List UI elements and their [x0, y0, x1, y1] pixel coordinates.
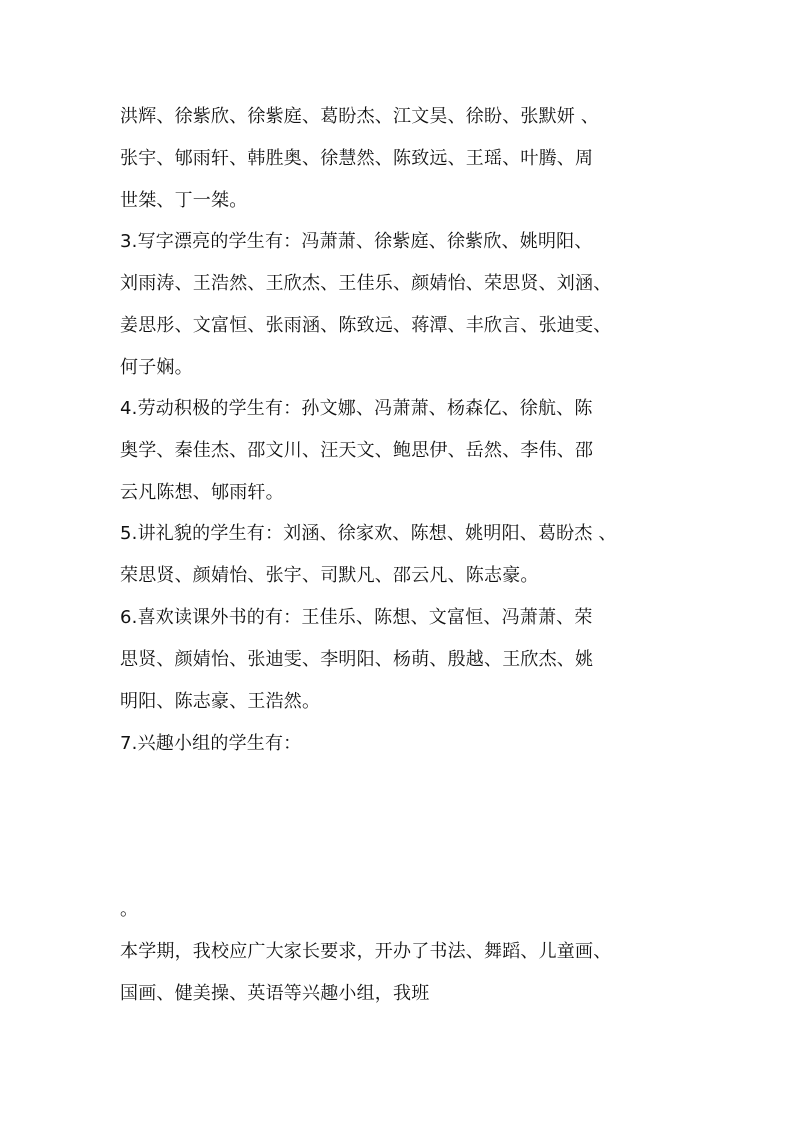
text-line: 荣思贤、颜婧怡、张宇、司默凡、邵云凡、陈志豪。: [120, 565, 539, 586]
text-line: 何子娴。: [120, 357, 193, 378]
text-line: 姜思彤、文富恒、张雨涵、陈致远、蒋潭、丰欣言、张迪雯、: [120, 315, 612, 336]
section-7-heading: 7.兴趣小组的学生有：: [120, 733, 302, 754]
text-line: 国画、健美操、英语等兴趣小组，我班: [120, 983, 430, 1004]
text-line: 思贤、颜婧怡、张迪雯、李明阳、杨萌、殷越、王欣杰、姚: [120, 649, 594, 670]
text-line: 张宇、郇雨轩、韩胜奥、徐慧然、陈致远、王瑶、叶腾、周: [120, 148, 594, 169]
section-4-heading: 4.劳动积极的学生有：孙文娜、冯萧萧、杨森亿、徐航、陈: [120, 398, 593, 419]
text-line: 明阳、陈志豪、王浩然。: [120, 691, 321, 712]
text-line: 奥学、秦佳杰、邵文川、汪天文、鲍思伊、岳然、李伟、邵: [120, 440, 594, 461]
text-line: 刘雨涛、王浩然、王欣杰、王佳乐、颜婧怡、荣思贤、刘涵、: [120, 273, 612, 294]
text-line: 洪辉、徐紫欣、徐紫庭、葛盼杰、江文昊、徐盼、张默妍 、: [120, 106, 600, 127]
text-line: 世桀、丁一桀。: [120, 190, 248, 211]
section-3-heading: 3.写字漂亮的学生有：冯萧萧、徐紫庭、徐紫欣、姚明阳、: [120, 231, 593, 252]
section-6-heading: 6.喜欢读课外书的有：王佳乐、陈想、文富恒、冯萧萧、荣: [120, 607, 593, 628]
text-line: 。: [120, 899, 139, 920]
text-line: 本学期，我校应广大家长要求，开办了书法、舞蹈、儿童画、: [120, 941, 612, 962]
text-line: 云凡陈想、郇雨轩。: [120, 482, 284, 503]
section-5-heading: 5.讲礼貌的学生有：刘涵、徐家欢、陈想、姚明阳、葛盼杰 、: [120, 523, 617, 544]
